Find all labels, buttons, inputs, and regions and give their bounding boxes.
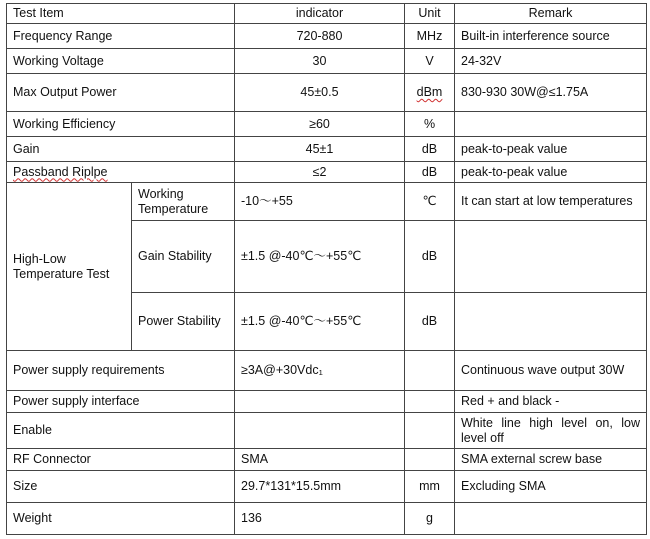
row-label: Enable (7, 413, 235, 449)
header-test-item: Test Item (7, 4, 235, 24)
row-label (7, 162, 235, 183)
row-label: Frequency Range (7, 24, 235, 49)
group-label-high-low-temperature: High-Low Temperature Test (7, 183, 132, 351)
header-indicator: indicator (235, 4, 405, 24)
row-remark: White line high level on, low level off (455, 413, 647, 449)
row-remark: SMA external screw base (455, 449, 647, 471)
row-remark (455, 112, 647, 137)
row-label: Gain (7, 137, 235, 162)
row-label: Working Efficiency (7, 112, 235, 137)
row-label: Power supply interface (7, 391, 235, 413)
row-remark: It can start at low temperatures (455, 183, 647, 221)
row-unit: dB (405, 162, 455, 183)
row-unit (405, 449, 455, 471)
row-unit: % (405, 112, 455, 137)
row-indicator: ≥3A@+30Vdc₁ (235, 351, 405, 391)
row-remark: 830-930 30W@≤1.75A (455, 74, 647, 112)
table-row (7, 137, 647, 162)
row-label: Working Voltage (7, 49, 235, 74)
row-remark: Red + and black - (455, 391, 647, 413)
row-indicator: -10～+55 (235, 183, 405, 221)
row-indicator: ±1.5 @-40℃～+55℃ (235, 221, 405, 293)
row-indicator: ≤2 (235, 162, 405, 183)
row-remark: peak-to-peak value (455, 162, 647, 183)
row-unit (405, 74, 455, 112)
header-remark: Remark (455, 4, 647, 24)
table-row (7, 471, 647, 503)
row-indicator: 136 (235, 503, 405, 535)
row-unit: g (405, 503, 455, 535)
row-remark: Built-in interference source (455, 24, 647, 49)
header-unit: Unit (405, 4, 455, 24)
row-remark (455, 293, 647, 351)
row-indicator: ≥60 (235, 112, 405, 137)
sub-row-label: Power Stability (132, 293, 235, 351)
row-indicator: ±1.5 @-40℃～+55℃ (235, 293, 405, 351)
row-indicator (235, 391, 405, 413)
row-indicator: 30 (235, 49, 405, 74)
table-row (7, 413, 647, 449)
row-remark: 24-32V (455, 49, 647, 74)
row-remark (455, 221, 647, 293)
table-row (7, 162, 647, 183)
row-label-text: Passband Riplpe (13, 164, 108, 179)
table-row (7, 503, 647, 535)
row-unit: dB (405, 137, 455, 162)
row-label: RF Connector (7, 449, 235, 471)
table-row (7, 449, 647, 471)
table-row (7, 183, 647, 221)
row-remark: peak-to-peak value (455, 137, 647, 162)
header-row (7, 4, 647, 24)
table-row (7, 112, 647, 137)
row-unit: V (405, 49, 455, 74)
spec-table-container (6, 3, 647, 535)
row-indicator: 29.7*131*15.5mm (235, 471, 405, 503)
row-label: Weight (7, 503, 235, 535)
row-unit (405, 351, 455, 391)
table-row (7, 74, 647, 112)
row-unit (405, 391, 455, 413)
row-unit-text: dBm (416, 85, 443, 99)
table-row (7, 391, 647, 413)
row-label: Max Output Power (7, 74, 235, 112)
row-label: Power supply requirements (7, 351, 235, 391)
row-remark: Continuous wave output 30W (455, 351, 647, 391)
row-indicator: 720-880 (235, 24, 405, 49)
row-unit: dB (405, 293, 455, 351)
row-label: Size (7, 471, 235, 503)
table-row (7, 24, 647, 49)
spec-table (6, 3, 647, 535)
table-row (7, 351, 647, 391)
sub-row-label: Gain Stability (132, 221, 235, 293)
row-unit: mm (405, 471, 455, 503)
row-indicator: 45±0.5 (235, 74, 405, 112)
row-remark: Excluding SMA (455, 471, 647, 503)
row-unit: ℃ (405, 183, 455, 221)
sub-row-label: Working Temperature (132, 183, 235, 221)
table-row (7, 49, 647, 74)
row-remark (455, 503, 647, 535)
row-unit (405, 413, 455, 449)
row-unit: dB (405, 221, 455, 293)
row-unit: MHz (405, 24, 455, 49)
row-indicator: 45±1 (235, 137, 405, 162)
row-indicator: SMA (235, 449, 405, 471)
row-indicator (235, 413, 405, 449)
